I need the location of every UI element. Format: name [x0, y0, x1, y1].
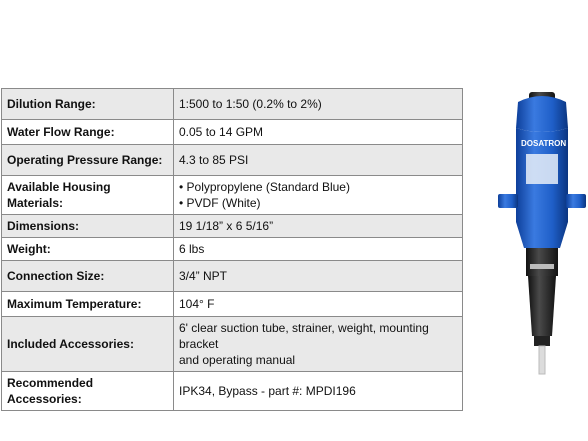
spec-value-line: 4.3 to 85 PSI	[179, 153, 249, 167]
brand-text: DOSATRON	[521, 139, 567, 148]
spec-row-weight	[2, 238, 463, 261]
spec-label: Operating Pressure Range:	[2, 145, 174, 176]
spec-value-line: 1:500 to 1:50 (0.2% to 2%)	[179, 97, 322, 111]
dosatron-injector-illustration	[498, 88, 588, 378]
clear-suction-tube	[539, 346, 545, 374]
spec-value	[174, 176, 463, 215]
spec-value-line: 104° F	[179, 297, 215, 311]
upper-housing	[516, 96, 568, 132]
suction-nozzle	[534, 336, 550, 346]
spec-value-line: and operating manual	[179, 353, 296, 367]
outlet-fitting	[566, 194, 586, 208]
lower-housing	[516, 222, 568, 248]
spec-row-recommended-accessories	[2, 372, 463, 411]
spec-value	[174, 238, 463, 261]
spec-label: Recommended Accessories:	[2, 372, 174, 411]
inlet-fitting	[498, 194, 518, 208]
spec-value-line: 3/4” NPT	[179, 269, 228, 283]
spec-row-dimensions	[2, 215, 463, 238]
spec-row-dilution-range	[2, 89, 463, 120]
suction-body	[528, 276, 556, 336]
spec-label: Water Flow Range:	[2, 120, 174, 145]
spec-value	[174, 317, 463, 372]
spec-value	[174, 292, 463, 317]
spec-value	[174, 145, 463, 176]
spec-label: Dilution Range:	[2, 89, 174, 120]
spec-value	[174, 120, 463, 145]
spec-value-line: • Polypropylene (Standard Blue)	[179, 180, 350, 194]
spec-value-line: 19 1/18” x 6 5/16”	[179, 219, 274, 233]
spec-row-maximum-temperature	[2, 292, 463, 317]
spec-label: Weight:	[2, 238, 174, 261]
spec-label: Connection Size:	[2, 261, 174, 292]
spec-label: Dimensions:	[2, 215, 174, 238]
specifications-table	[1, 88, 463, 411]
adjuster-ring	[530, 264, 554, 269]
spec-value-line: IPK34, Bypass - part #: MPDI196	[179, 384, 356, 398]
spec-row-available-housing-materials	[2, 176, 463, 215]
spec-value-line: 0.05 to 14 GPM	[179, 125, 264, 139]
spec-row-operating-pressure-range	[2, 145, 463, 176]
spec-value-line: 6' clear suction tube, strainer, weight, mounting bracket	[179, 321, 429, 351]
spec-value-line: 6 lbs	[179, 242, 205, 256]
spec-value-line: • PVDF (White)	[179, 196, 261, 210]
dosing-adjuster	[526, 248, 558, 276]
spec-row-connection-size	[2, 261, 463, 292]
spec-value	[174, 215, 463, 238]
product-label-sticker	[526, 154, 558, 184]
spec-value	[174, 89, 463, 120]
spec-value	[174, 261, 463, 292]
spec-label: Available Housing Materials:	[2, 176, 174, 215]
spec-row-included-accessories	[2, 317, 463, 372]
spec-row-water-flow-range	[2, 120, 463, 145]
product-image-dosatron	[498, 88, 588, 378]
spec-label: Included Accessories:	[2, 317, 174, 372]
spec-value	[174, 372, 463, 411]
spec-label: Maximum Temperature:	[2, 292, 174, 317]
